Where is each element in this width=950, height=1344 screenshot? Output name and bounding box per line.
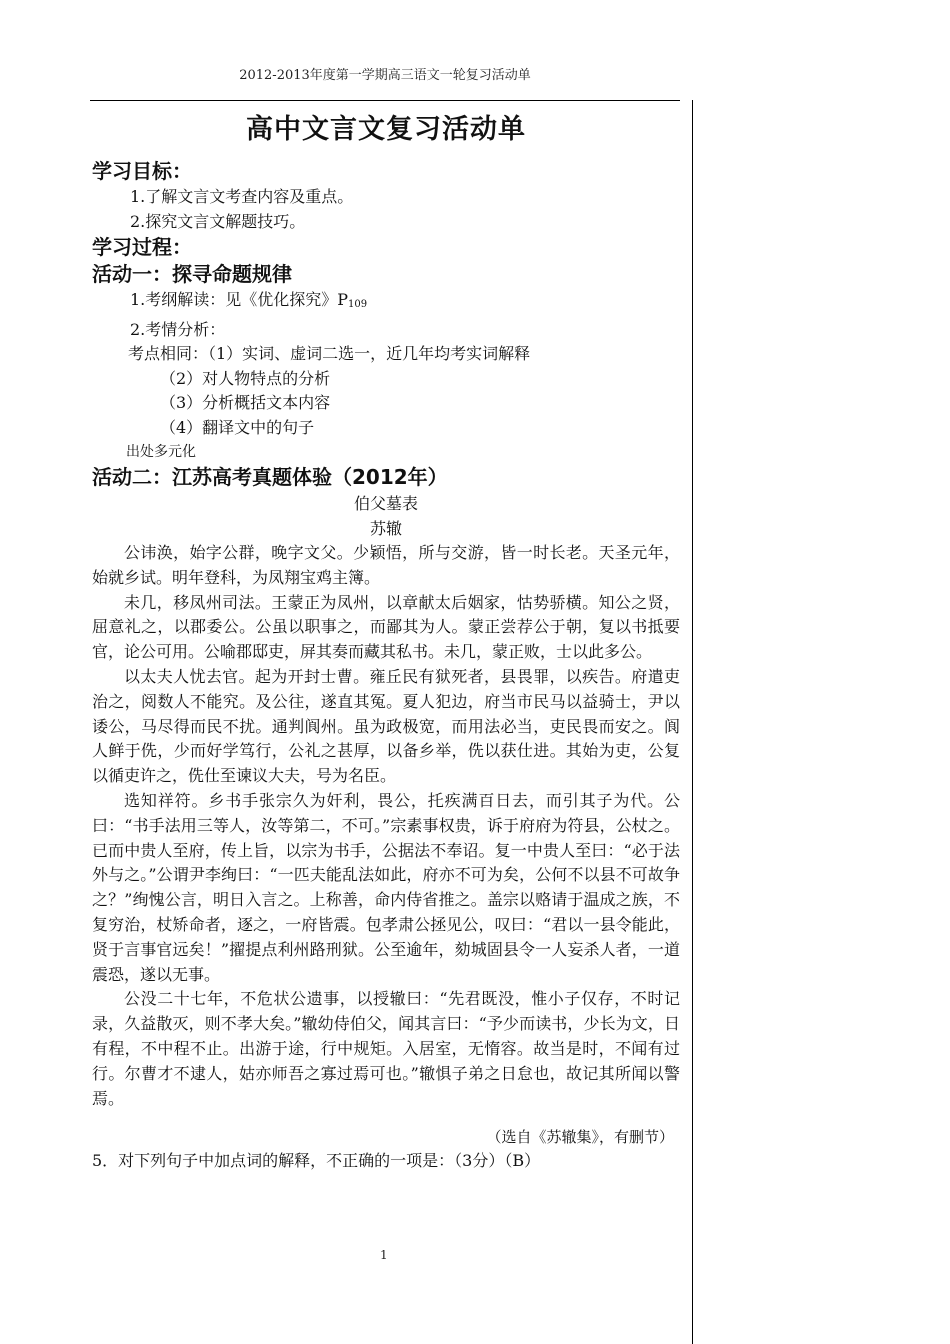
activity2-heading: 活动二：江苏高考真题体验（2012年） [92, 465, 448, 489]
analysis-item: 2.考情分析： [130, 319, 226, 339]
passage-title: 伯父墓表 [353, 494, 418, 513]
passage-paragraph: 选知祥符。乡书手张宗久为奸利，畏公，托疾满百日去，而引其子为代。公曰：“书手法用三等人，汝等第二，不可。”宗素事权贵，诉于府府为符县，公杖之。已而中贵人至府，传上旨，以宗为书手，公据法不奉诏。复一中贵人至曰：“必于法外与之。”公谓尹李绚曰：“一匹夫能乱法如此，府亦不可为矣，公何不以县不可故争之？”绚愧公言，明日入言之。上称善，命内侍省推之。盖宗以赂请于温成之族，不复穷治，杖矫命者，逐之，一府皆震。包孝肃公拯见公，叹曰：“君以一县令能此，贤于言事官远矣！”擢提点利州路刑狱。公至逾年，劾城固县令一人妄杀人者，一道震恐，遂以无事。 [92, 790, 680, 984]
page-ref-subscript: 109 [348, 299, 368, 310]
source-note: 出处多元化 [126, 444, 196, 460]
running-header: 2012-2013年度第一学期高三语文一轮复习活动单 [239, 68, 531, 83]
process-heading: 学习过程： [92, 235, 192, 259]
goals-heading: 学习目标： [92, 159, 192, 183]
page-number: 1 [380, 1248, 388, 1262]
document-body [92, 110, 680, 1173]
passage-source: （选自《苏辙集》，有删节） [486, 1128, 674, 1147]
page-title: 高中文言文复习活动单 [246, 114, 526, 145]
points-line: 考点相同：（1）实词、虚词二选一，近几年均考实词解释 [128, 344, 531, 363]
column-divider [692, 100, 693, 1344]
point-item: （2）对人物特点的分析 [160, 368, 331, 388]
point-item: （3）分析概括文本内容 [160, 393, 331, 412]
header-divider [90, 100, 680, 101]
passage-author: 苏辙 [369, 519, 402, 538]
goal-item: 2.探究文言文解题技巧。 [130, 211, 306, 231]
passage-paragraph: 未几，移凤州司法。王蒙正为凤州，以章献太后姻家，怙势骄横。知公之贤，屈意礼之，以郡委公。公虽以职事之，而鄙其为人。蒙正尝荐公于朝，复以书抵要官，论公可用。公喻郡邸吏，屏其奏而藏其私书。未几，蒙正败，士以此多公。 [92, 592, 680, 662]
goal-item: 1.了解文言文考查内容及重点。 [130, 187, 354, 206]
syllabus-text: 1.考纲解读：见《优化探究》P [130, 290, 349, 309]
question-5: 5．对下列句子中加点词的解释，不正确的一项是：（3分）（B） [92, 1151, 541, 1171]
passage-paragraph: 公没二十七年，不危状公遗事，以授辙曰：“先君既没，惟小子仅存，不时记录，久益散灭，则不孝大矣。”辙幼侍伯父，闻其言曰：“予少而读书，少长为文，日有程，不中程不止。出游于途，行中规矩。入居室，无惰容。故当是时，不闻有过行。尔曹才不逮人，姑亦师吾之寡过焉可也。”辙惧子弟之日怠也，故记其所闻以警焉。 [92, 989, 680, 1108]
syllabus-item [92, 288, 680, 318]
passage-paragraph: 公讳涣，始字公群，晚字文父。少颖悟，所与交游，皆一时长老。天圣元年，始就乡试。明年登科，为凤翔宝鸡主簿。 [92, 543, 680, 587]
passage-paragraph: 以太夫人忧去官。起为开封士曹。雍丘民有狱死者，县畏罪，以疾告。府遣吏治之，阅数人不能究。及公往，遂直其冤。夏人犯边，府当市民马以益骑士，尹以诿公，马尽得而民不扰。通判阆州。虽为政极宽，而用法必当，吏民畏而安之。阆人鲜于侁，少而好学笃行，公礼之甚厚，以备乡举，侁以获仕进。其始为吏，公复以循吏许之，侁仕至谏议大夫，号为名臣。 [92, 666, 680, 786]
point-item: （4）翻译文中的句子 [160, 417, 315, 437]
activity1-heading: 活动一：探寻命题规律 [92, 262, 292, 286]
